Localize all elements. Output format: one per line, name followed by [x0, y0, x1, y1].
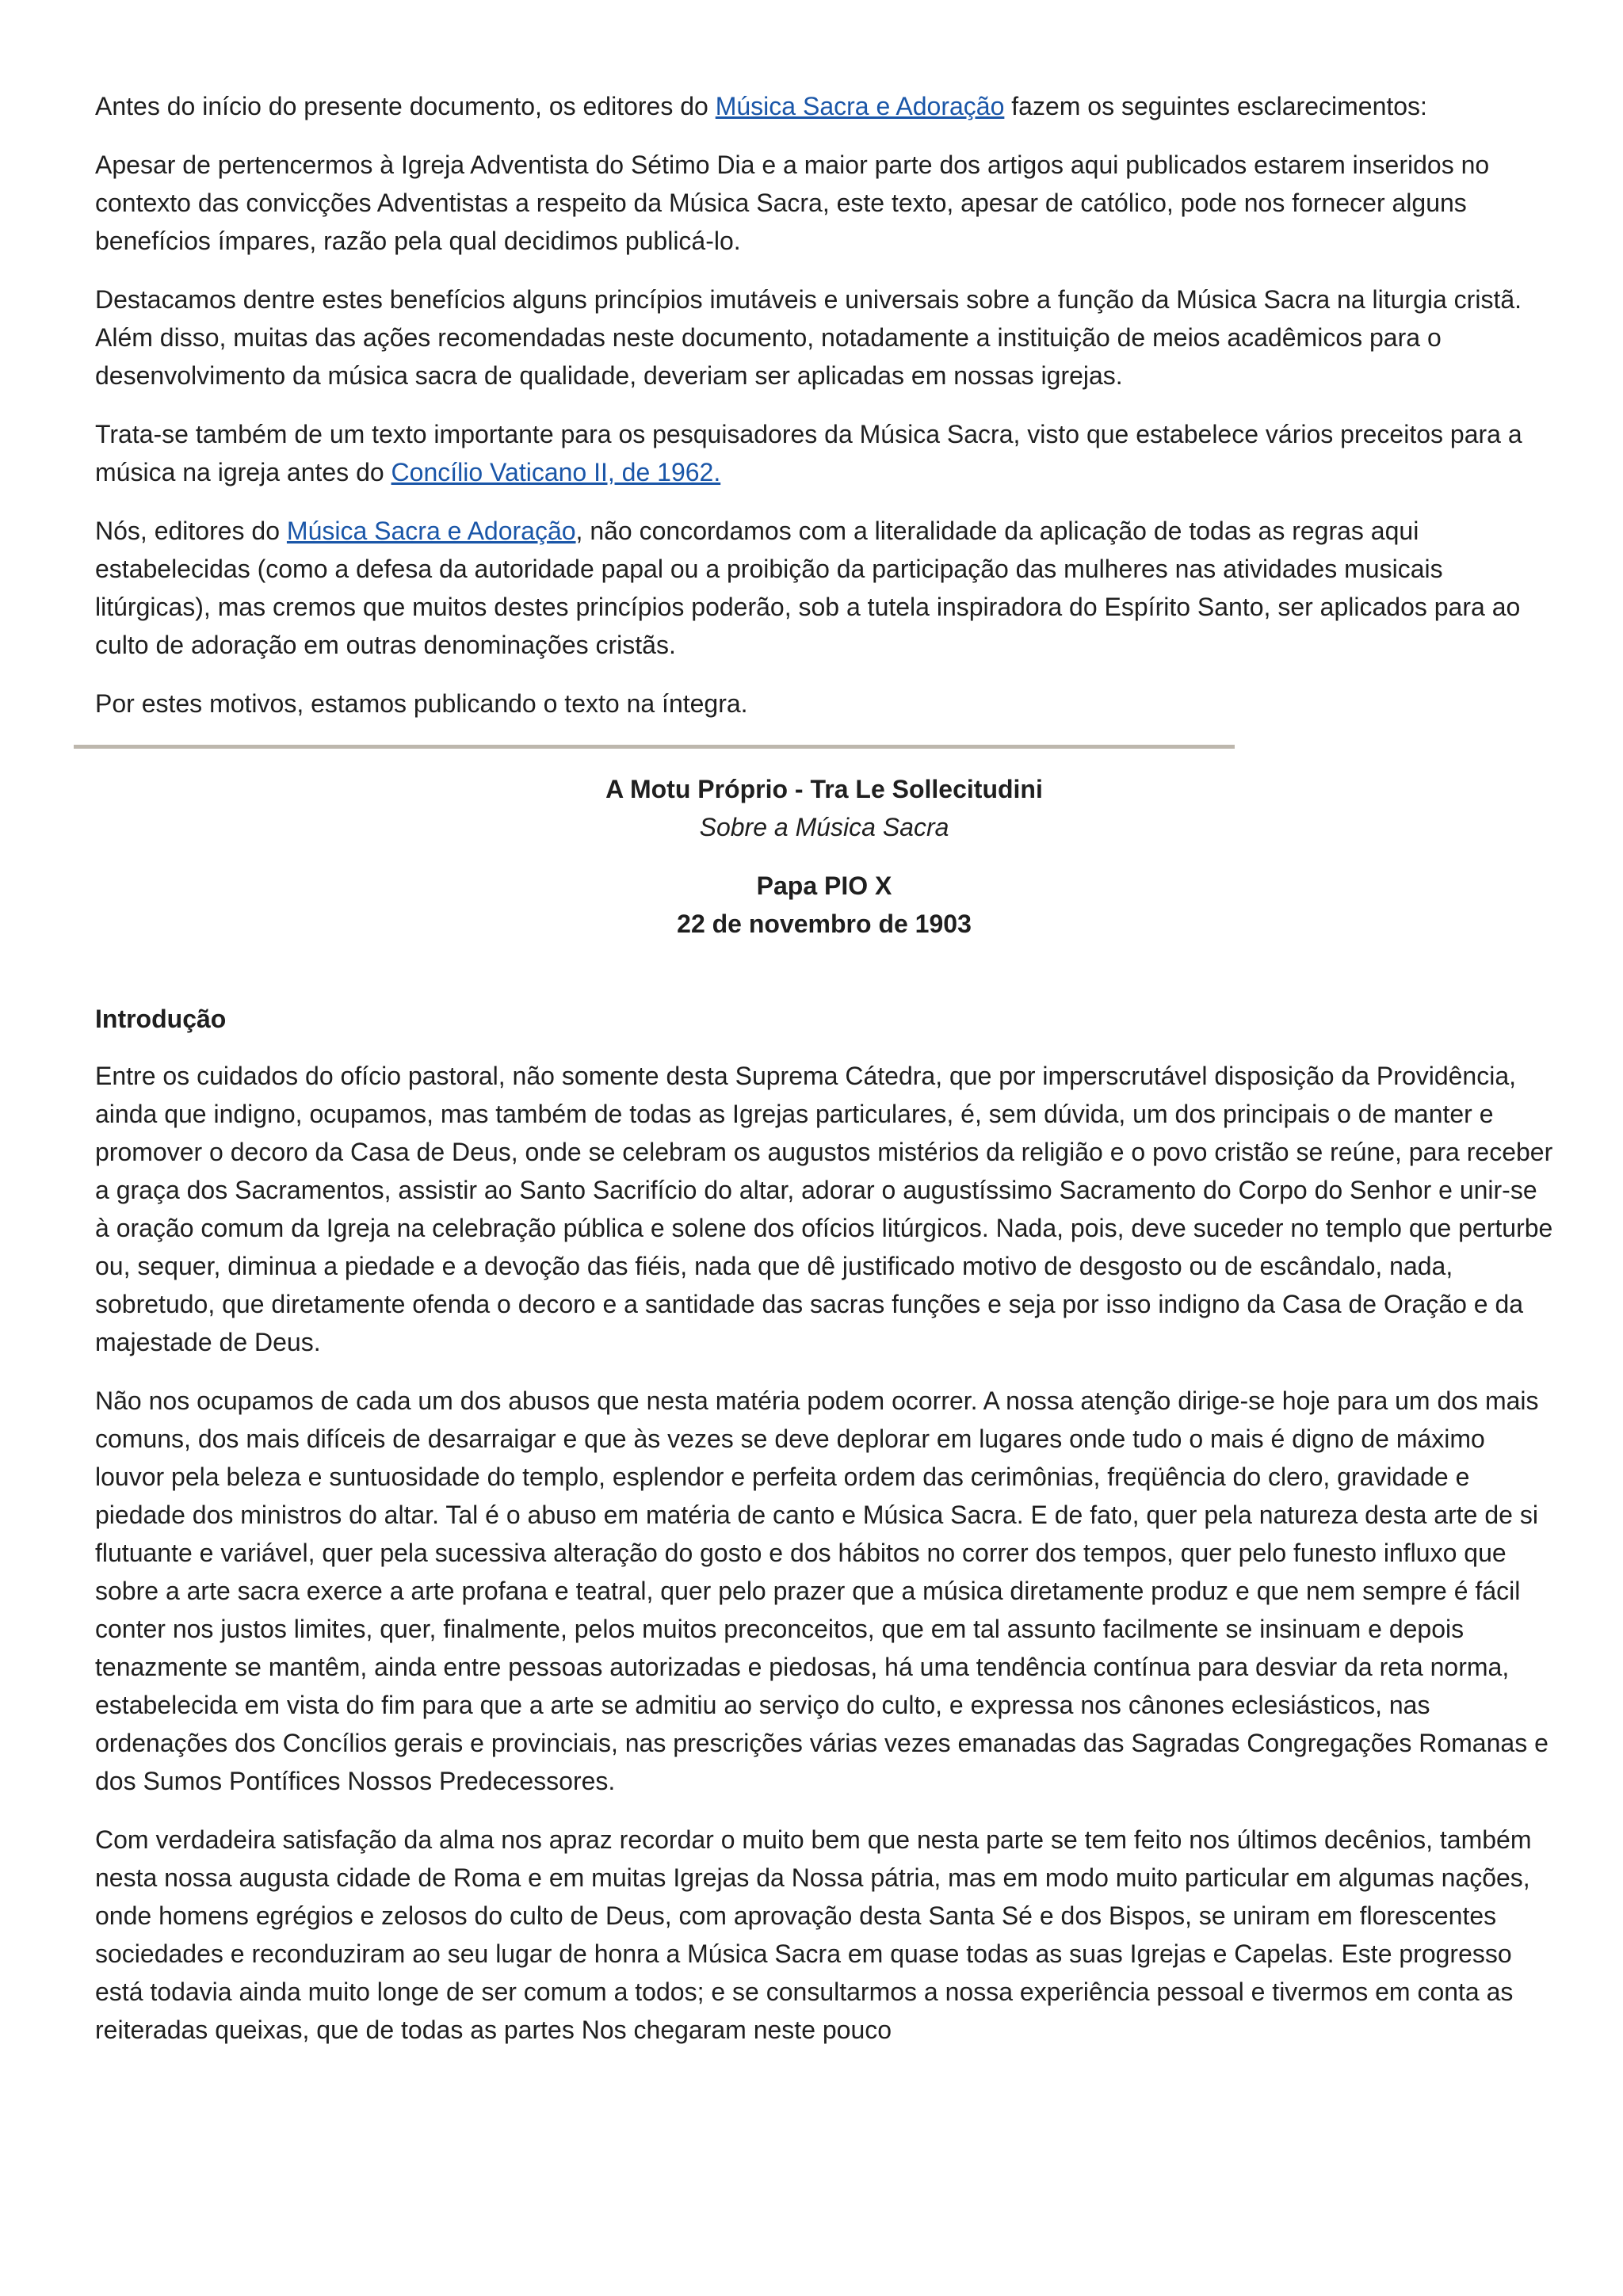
intro-paragraph-2: Apesar de pertencermos à Igreja Adventista do Sétimo Dia e a maior parte dos artigos aqui publicados estarem inseridos no contexto das convicções Adventistas a respeito da Música Sacra, este texto, apesar de católico, pode nos fornecer alguns benefícios ímpares, razão pela qual decidimos publicá-lo.: [95, 151, 1490, 255]
intro-paragraph-1: [95, 87, 1557, 125]
intro-paragraph-3: Destacamos dentre estes benefícios alguns princípios imutáveis e universais sobre a função da Música Sacra na liturgia cristã. Além disso, muitas das ações recomendadas neste documento, notadamente a instituição de meios acadêmicos para o desenvolvimento da música sacra de qualidade, deveriam ser aplicadas em nossas igrejas.: [95, 285, 1522, 390]
intro-p4-text-before: Trata-se também de um texto importante para os pesquisadores da Música Sacra, visto que estabelece vários preceitos para a música na igreja antes do: [95, 420, 1522, 486]
section-heading: Introdução: [95, 1005, 227, 1033]
editors-note: [95, 87, 1557, 743]
body-paragraph-2: Não nos ocupamos de cada um dos abusos que nesta matéria podem ocorrer. A nossa atenção dirige-se hoje para um dos mais comuns, dos mais difíceis de desarraigar e que às vezes se deve deplorar em lugares onde tudo o mais é digno de máximo louvor pela beleza e suntuosidade do templo, esplendor e perfeita ordem das cerimônias, freqüência do clero, gravidade e piedade dos ministros do altar. Tal é o abuso em matéria de canto e Música Sacra. E de fato, quer pela natureza desta arte de si flutuante e variável, quer pela sucessiva alteração do gosto e dos hábitos no correr dos tempos, quer pelo funesto influxo que sobre a arte sacra exerce a arte profana e teatral, quer pelo prazer que a música diretamente produz e que nem sempre é fácil conter nos justos limites, quer, finalmente, pelos muitos preconceitos, que em tal assunto facilmente se insinuam e depois tenazmente se mantêm, ainda entre pessoas autorizadas e piedosas, há uma tendência contínua para desviar da reta norma, estabelecida em vista do fim para que a arte se admitiu ao serviço do culto, e expressa nos cânones eclesiásticos, nas ordenações dos Concílios gerais e provinciais, nas prescrições várias vezes emanadas das Sagradas Congregações Romanas e dos Sumos Pontífices Nossos Predecessores.: [95, 1386, 1549, 1795]
intro-p1-text-after: fazem os seguintes esclarecimentos:: [1004, 92, 1427, 120]
document-date: 22 de novembro de 1903: [677, 910, 972, 938]
intro-paragraph-4: [95, 415, 1557, 491]
body-paragraph-1: Entre os cuidados do ofício pastoral, não somente desta Suprema Cátedra, que por imperscrutável disposição da Providência, ainda que indigno, ocupamos, mas também de todas as Igrejas particulares, é, sem dúvida, um dos principais o de manter e promover o decoro da Casa de Deus, onde se celebram os augustos mistérios da religião e o povo cristão se reúne, para receber a graça dos Sacramentos, assistir ao Santo Sacrifício do altar, adorar o augustíssimo Sacramento do Corpo do Senhor e unir-se à oração comum da Igreja na celebração pública e solene dos ofícios litúrgicos. Nada, pois, deve suceder no templo que perturbe ou, sequer, diminua a piedade e a devoção das fiéis, nada que dê justificado motivo de desgosto ou de escândalo, nada, sobretudo, que diretamente ofenda o decoro e a santidade das sacras funções e seja por isso indigno da Casa de Oração e da majestade de Deus.: [95, 1062, 1553, 1356]
document-title-block: [0, 770, 1623, 943]
musica-sacra-link-2[interactable]: Música Sacra e Adoração: [286, 517, 576, 545]
intro-p1-text-before: Antes do início do presente documento, os editores do: [95, 92, 716, 120]
intro-p5-text-after: , não concordamos com a literalidade da aplicação de todas as regras aqui estabelecidas (como a defesa da autoridade papal ou a proibição da participação das mulheres nas atividades musicais litúrgicas), mas cremos que muitos destes princípios poderão, sob a tutela inspiradora do Espírito Santo, ser aplicados para ao culto de adoração em outras denominações cristãs.: [95, 517, 1521, 659]
intro-paragraph-5: [95, 512, 1557, 664]
document-title: A Motu Próprio - Tra Le Sollecitudini: [605, 775, 1043, 803]
horizontal-divider: [74, 745, 1235, 749]
intro-paragraph-6: Por estes motivos, estamos publicando o texto na íntegra.: [95, 689, 748, 718]
body-paragraph-3: Com verdadeira satisfação da alma nos apraz recordar o muito bem que nesta parte se tem feito nos últimos decênios, também nesta nossa augusta cidade de Roma e em muitas Igrejas da Nossa pátria, mas em modo muito particular em algumas nações, onde homens egrégios e zelosos do culto de Deus, com aprovação desta Santa Sé e dos Bispos, se uniram em florescentes sociedades e reconduziram ao seu lugar de honra a Música Sacra em quase todas as suas Igrejas e Capelas. Este progresso está todavia ainda muito longe de ser comum a todos; e se consultarmos a nossa experiência pessoal e tivermos em conta as reiteradas queixas, que de todas as partes Nos chegaram neste pouco: [95, 1825, 1532, 2044]
document-author: Papa PIO X: [756, 871, 892, 900]
intro-p5-text-before: Nós, editores do: [95, 517, 287, 545]
document-subtitle: Sobre a Música Sacra: [699, 813, 949, 841]
musica-sacra-link[interactable]: Música Sacra e Adoração: [715, 92, 1005, 120]
document-body: [95, 1000, 1557, 2069]
concilio-vaticano-link[interactable]: Concílio Vaticano II, de 1962.: [391, 458, 721, 486]
